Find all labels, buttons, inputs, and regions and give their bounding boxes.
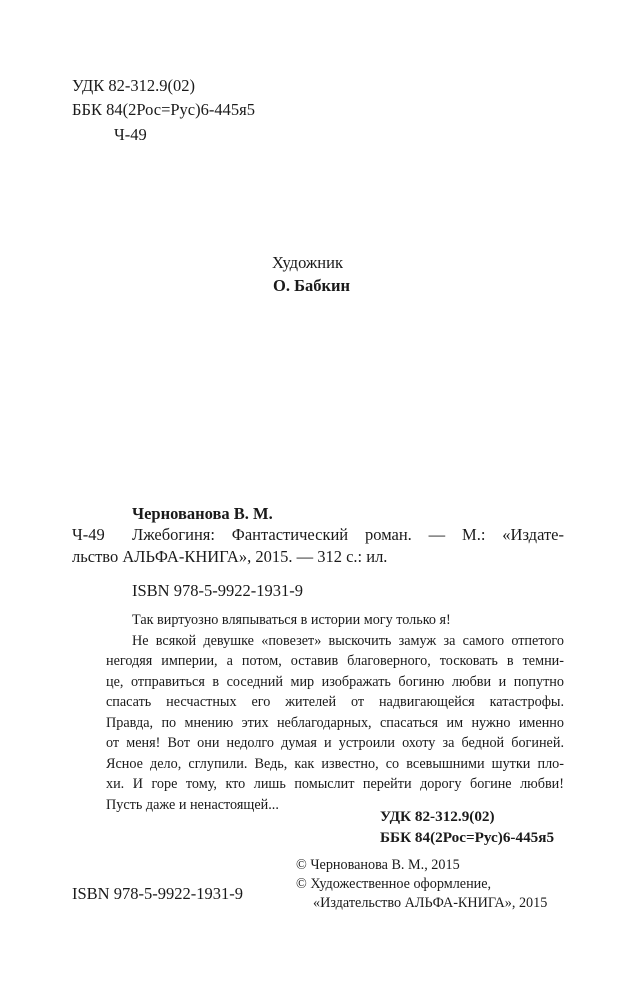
annotation-line: негодяя империи, а потом, оставив благоверного, тосковать в темни- xyxy=(106,653,564,669)
copyright-author: © Чернованова В. М., 2015 xyxy=(296,857,460,873)
author-code-top: Ч-49 xyxy=(114,125,147,144)
bbk-code-bottom: ББК 84(2Рос=Рус)6-445я5 xyxy=(380,829,555,846)
annotation-line: от меня! Вот они недолго думая и устроили охоту за бедной богиней. xyxy=(106,735,564,751)
annotation-line: Ясное дело, сглупили. Ведь, как известно, со всевышними шутки пло- xyxy=(106,755,564,772)
udk-code-bottom: УДК 82-312.9(02) xyxy=(380,808,495,825)
annotation-line: Пусть даже и ненастоящей... xyxy=(106,796,279,813)
annotation-line: Так виртуозно вляпываться в истории могу только я! xyxy=(132,612,451,628)
bib-isbn: ISBN 978-5-9922-1931-9 xyxy=(132,581,303,600)
bib-description-line-1: Лжебогиня: Фантастический роман. — М.: «Издате- xyxy=(132,525,564,544)
isbn-bottom: ISBN 978-5-9922-1931-9 xyxy=(72,884,243,903)
annotation-line: це, отправиться в соседний мир изображать богиню любви и попутно xyxy=(106,673,564,690)
bib-author-code: Ч-49 xyxy=(72,525,105,544)
copyright-publisher: «Издательство АЛЬФА-КНИГА», 2015 xyxy=(313,895,548,911)
bbk-code-top: ББК 84(2Рос=Рус)6-445я5 xyxy=(72,100,255,119)
annotation-line: Правда, по мнению этих неблагодарных, спасаться им нужно именно xyxy=(106,714,564,731)
artist-role: Художник xyxy=(272,253,343,272)
annotation-line: хи. И горе тому, кто лишь помыслит перейти дорогу богине любви! xyxy=(106,776,564,792)
annotation-line: спасать несчастных его жителей от надвигающейся катастрофы. xyxy=(106,694,564,710)
bib-author: Чернованова В. М. xyxy=(132,504,273,523)
bib-description-line-2: льство АЛЬФА-КНИГА», 2015. — 312 с.: ил. xyxy=(72,547,388,566)
copyright-design: © Художественное оформление, xyxy=(296,876,492,892)
udk-code-top: УДК 82-312.9(02) xyxy=(72,76,196,95)
annotation xyxy=(106,611,564,816)
artist-name: О. Бабкин xyxy=(273,276,351,295)
annotation-line: Не всякой девушке «повезет» выскочить замуж за самого отпетого xyxy=(132,632,564,649)
